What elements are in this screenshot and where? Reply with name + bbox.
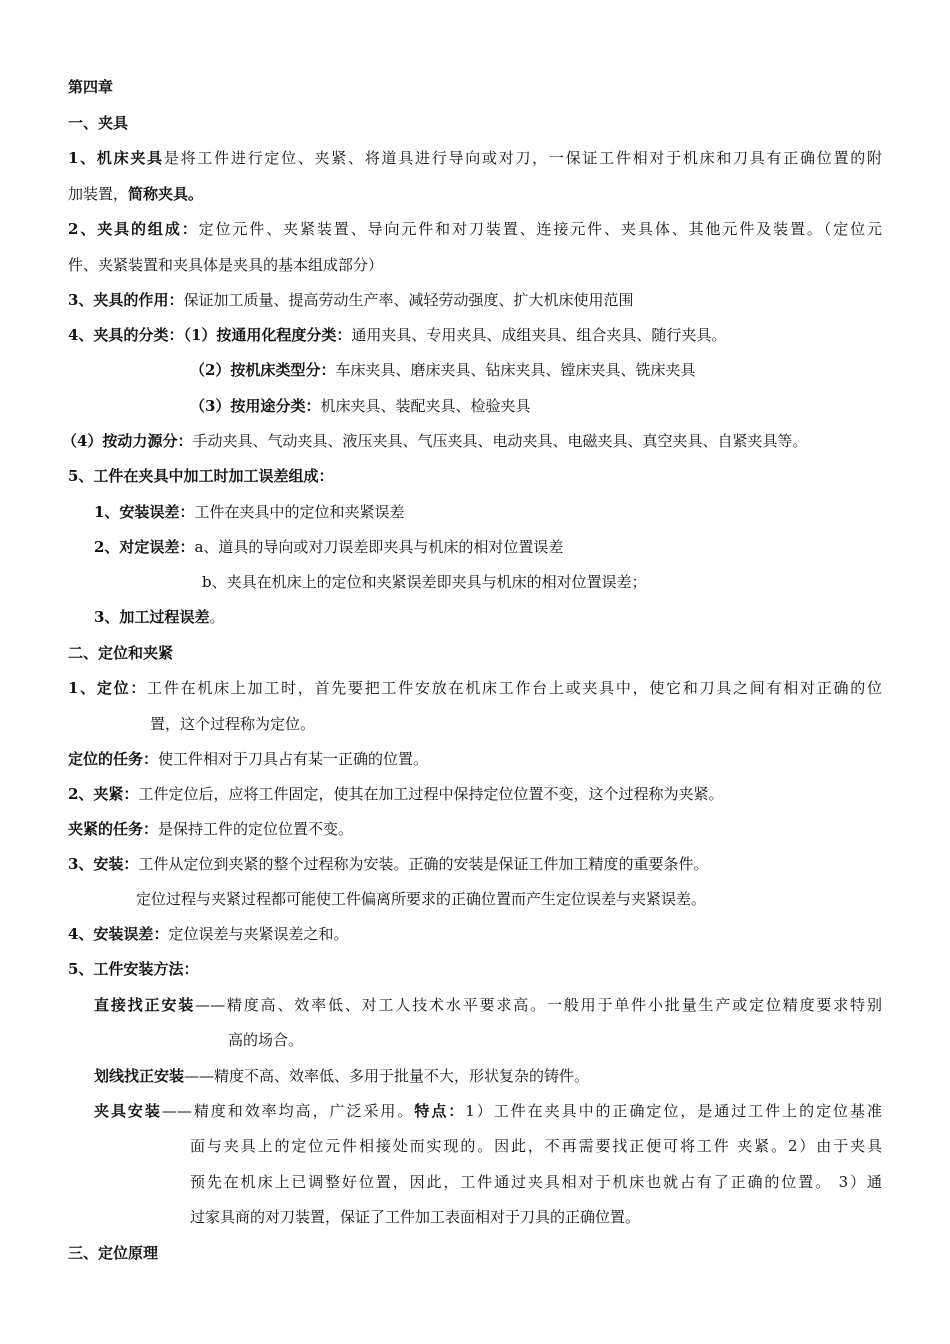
section-3-heading: 三、定位原理	[68, 1244, 159, 1262]
error-2-label: 2、对定误差：	[94, 538, 195, 556]
method-3-line-4: 过家具商的对刀装置，保证了工件加工表面相对于刀具的正确位置。	[190, 1208, 641, 1226]
classification-3-label: （3）按用途分类：	[190, 397, 321, 415]
definition-2-label: 2、夹紧：	[68, 785, 139, 803]
paragraph-1-cont-bold: 简称夹具。	[128, 185, 204, 203]
method-2-text: ——精度不高、效率低、多用于批量不大，形状复杂的铸件。	[184, 1067, 590, 1085]
method-3-line-2: 面与夹具上的定位元件相接处而实现的。因此，不再需要找正便可将工件 夹紧。2）由于夹具	[190, 1137, 882, 1155]
paragraph-4-label: 4、夹具的分类：	[68, 326, 184, 344]
definition-4	[68, 924, 348, 944]
paragraph-3-label: 3、夹具的作用：	[68, 291, 184, 309]
definition-3	[68, 854, 708, 874]
definition-1-continuation: 置，这个过程称为定位。	[150, 715, 316, 733]
paragraph-2-text: 定位元件、夹紧装置、导向元件和对刀装置、连接元件、夹具体、其他元件及装置。（定位元	[198, 220, 882, 238]
clamping-task-text: 是保持工件的定位位置不变。	[158, 820, 354, 838]
method-3-text: ——精度和效率均高，广泛采用。	[161, 1102, 415, 1120]
error-3	[94, 607, 224, 627]
definition-3-text: 工件从定位到夹紧的整个过程称为安装。正确的安装是保证工件加工精度的重要条件。	[138, 855, 709, 873]
method-3-label: 夹具安装	[94, 1102, 162, 1120]
classification-3	[190, 396, 530, 416]
error-2-text-b: b、夹具在机床上的定位和夹紧误差即夹具与机床的相对位置误差；	[202, 573, 647, 591]
definition-4-label: 4、安装误差：	[68, 925, 169, 943]
paragraph-4	[68, 325, 726, 345]
definition-2-text: 工件定位后，应将工件固定，使其在加工过程中保持定位位置不变，这个过程称为夹紧。	[138, 785, 724, 803]
paragraph-1	[68, 148, 882, 168]
paragraph-1-text: 是将工件进行定位、夹紧、将道具进行导向或对刀，一保证工件相对于机床和刀具有正确位置的附	[163, 149, 882, 167]
error-3-label: 3、加工过程误差	[94, 608, 210, 626]
paragraph-1-continuation	[68, 184, 203, 204]
definition-3-note: 定位过程与夹紧过程都可能使工件偏离所要求的正确位置而产生定位误差与夹紧误差。	[136, 890, 707, 908]
definition-1-text: 工件在机床上加工时，首先要把工件安放在机床工作台上或夹具中，使它和刀具之间有相对正确的位	[147, 679, 882, 697]
section-1-heading: 一、夹具	[68, 114, 129, 132]
paragraph-1-number: 1、	[68, 149, 97, 167]
definition-3-label: 3、安装：	[68, 855, 139, 873]
paragraph-1-term: 机床夹具	[96, 149, 164, 167]
chapter-title: 第四章	[68, 78, 114, 96]
error-2-text-a: a、道具的导向或对刀误差即夹具与机床的相对位置误差	[194, 538, 564, 556]
classification-2-label: （2）按机床类型分：	[190, 361, 336, 379]
paragraph-3-text: 保证加工质量、提高劳动生产率、减轻劳动强度、扩大机床使用范围	[183, 291, 634, 309]
positioning-task-label: 定位的任务：	[68, 750, 159, 768]
clamping-task-label: 夹紧的任务：	[68, 820, 159, 838]
definition-1-label: 1、定位：	[68, 679, 148, 697]
method-3-feature-label: 特点：	[414, 1102, 466, 1120]
method-1-continuation: 高的场合。	[228, 1031, 304, 1049]
method-1	[94, 995, 882, 1015]
clamping-task	[68, 819, 353, 839]
method-3-line-3: 预先在机床上已调整好位置，因此，工件通过夹具相对于机床也就占有了正确的位置。 3）通	[190, 1173, 882, 1191]
paragraph-2	[68, 219, 882, 239]
error-1	[94, 502, 404, 522]
paragraph-2-continuation: 件、夹紧装置和夹具体是夹具的基本组成部分）	[68, 256, 384, 274]
method-2-label: 划线找正安装	[94, 1067, 185, 1085]
classification-4	[62, 431, 807, 451]
error-1-label: 1、安装误差：	[94, 503, 195, 521]
section-2-heading: 二、定位和夹紧	[68, 644, 174, 662]
classification-2-text: 车床夹具、磨床夹具、钻床夹具、镗床夹具、铣床夹具	[335, 361, 696, 379]
definition-1	[68, 678, 882, 698]
method-3-feature-text: 1）工件在夹具中的正确定位，是通过工件上的定位基准	[465, 1102, 882, 1120]
paragraph-2-label: 2、夹具的组成：	[68, 220, 199, 238]
classification-3-text: 机床夹具、装配夹具、检验夹具	[320, 397, 531, 415]
installation-methods-heading: 5、工件安装方法：	[68, 960, 199, 978]
classification-4-label: （4）按动力源分：	[62, 432, 193, 450]
classification-4-text: 手动夹具、气动夹具、液压夹具、气压夹具、电动夹具、电磁夹具、真空夹具、自紧夹具等。	[192, 432, 808, 450]
definition-4-text: 定位误差与夹紧误差之和。	[168, 925, 349, 943]
classification-1-label: （1）按通用化程度分类：	[183, 326, 352, 344]
paragraph-3	[68, 290, 633, 310]
method-2	[94, 1066, 589, 1086]
paragraph-1-cont-text: 加装置，	[68, 185, 129, 203]
definition-2	[68, 784, 723, 804]
method-1-label: 直接找正安装	[94, 996, 196, 1014]
method-3	[94, 1101, 882, 1121]
error-2	[94, 537, 563, 557]
classification-2	[190, 360, 695, 380]
paragraph-5-heading: 5、工件在夹具中加工时加工误差组成：	[68, 467, 334, 485]
error-3-tail: 。	[209, 608, 225, 626]
positioning-task-text: 使工件相对于刀具占有某一正确的位置。	[158, 750, 429, 768]
method-1-text: ——精度高、效率低、对工人技术水平要求高。一般用于单件小批量生产或定位精度要求特别	[195, 996, 882, 1014]
positioning-task	[68, 749, 428, 769]
error-1-text: 工件在夹具中的定位和夹紧误差	[194, 503, 405, 521]
classification-1-text: 通用夹具、专用夹具、成组夹具、组合夹具、随行夹具。	[351, 326, 727, 344]
